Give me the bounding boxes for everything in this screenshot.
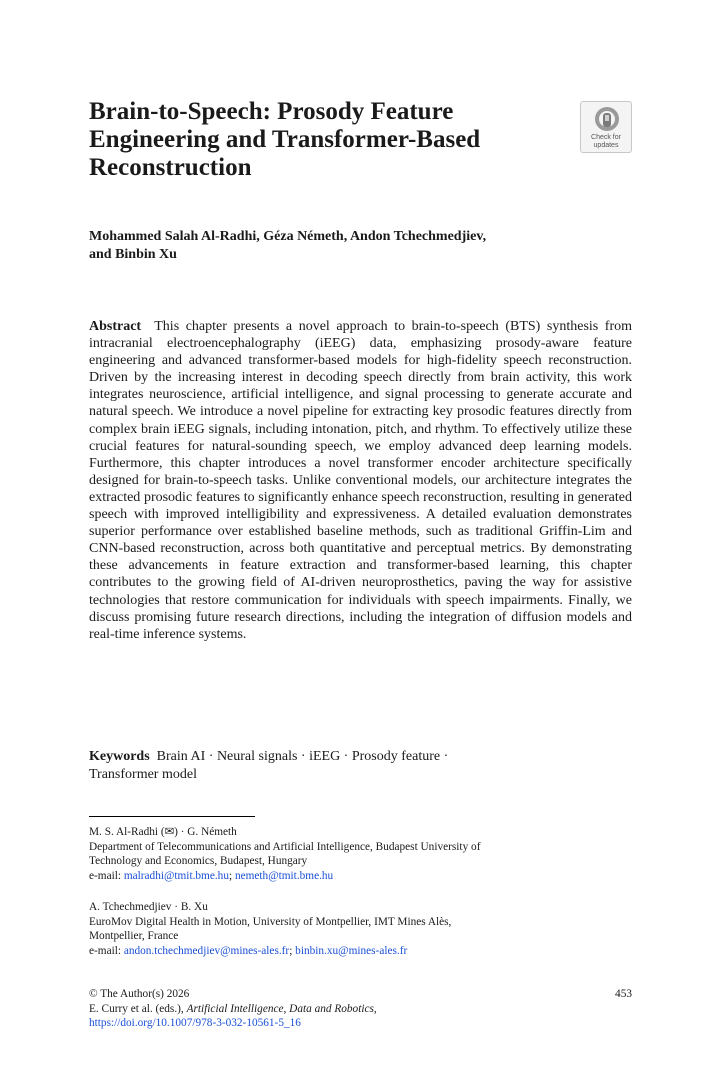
affiliation-block: [89, 825, 632, 883]
editors: E. Curry et al. (eds.),: [89, 1002, 184, 1015]
page-number: 453: [615, 988, 632, 1000]
author-line: and Binbin Xu: [89, 247, 177, 262]
author-list: [89, 228, 609, 264]
affiliation-names: A. Tchechmedjiev · B. Xu: [89, 901, 208, 913]
doi-link[interactable]: https://doi.org/10.1007/978-3-032-10561-5_16: [89, 1017, 301, 1030]
book-citation: [89, 1002, 632, 1017]
check-for-updates-badge[interactable]: [580, 101, 632, 153]
email-separator: ;: [289, 944, 293, 957]
abstract-heading: Abstract: [89, 319, 142, 334]
title-line: Engineering and Transformer-Based: [89, 126, 481, 153]
email-link[interactable]: binbin.xu@mines-ales.fr: [295, 944, 408, 957]
footnote-rule: [89, 816, 255, 817]
keywords-line: Transformer model: [89, 767, 197, 782]
title-line: Reconstruction: [89, 154, 252, 181]
keywords-heading: Keywords: [89, 749, 150, 764]
affiliation-names: M. S. Al-Radhi (✉) · G. Németh: [89, 826, 237, 838]
email-link[interactable]: nemeth@tmit.bme.hu: [234, 869, 334, 882]
affiliation-email-line: [89, 944, 632, 959]
crossmark-icon: [594, 106, 620, 132]
abstract-text: This chapter presents a novel approach to brain-to-speech (BTS) synthesis from intracranial electroencephalography (iEEG) data, emphasizing prosody-aware feature engineering and advanced transformer-based models for high-fidelity speech reconstruction. Driven by the increasing interest in decoding speech directly from brain activity, this work integrates neuroscience, artificial intelligence, and signal processing to generate accurate and natural speech. We introduce a novel pipeline for extracting key prosodic features directly from complex brain iEEG signals, including intonation, pitch, and rhythm. To effectively utilize these crucial features for natural-sounding speech, we employ advanced deep learning models. Furthermore, this chapter introduces a novel transformer encoder architecture specifically designed for brain-to-speech tasks. Unlike conventional models, our architecture integrates the extracted prosodic features to significantly enhance speech reconstruction, resulting in generated speech with improved intelligibility and expressiveness. A detailed evaluation demonstrates superior performance over established baseline methods, such as traditional Griffin-Lim and CNN-based reconstruction, across both quantitative and perceptual metrics. By demonstrating these advancements in feature extraction and transformer-based learning, this chapter contributes to the growing field of AI-driven neuroprosthetics, paving the way for assistive technologies that restore communication for individuals with speech impairments. Finally, we discuss promising future research directions, including the integration of diffusion models and real-time inference systems.: [89, 319, 633, 642]
copyright: © The Author(s) 2026: [89, 988, 190, 1000]
citation-punct: ,: [373, 1002, 377, 1015]
author-line: Mohammed Salah Al-Radhi, Géza Németh, Andon Tchechmedjiev,: [89, 229, 487, 244]
affiliation-org: EuroMov Digital Health in Motion, University of Montpellier, IMT Mines Alès,: [89, 915, 452, 928]
affiliation-org: Department of Telecommunications and Artificial Intelligence, Budapest University of: [89, 840, 481, 853]
email-label: e-mail:: [89, 869, 121, 882]
email-link[interactable]: malradhi@tmit.bme.hu: [123, 869, 229, 882]
keywords-line: Brain AI · Neural signals · iEEG · Prosody feature ·: [156, 749, 449, 764]
email-link[interactable]: andon.tchechmedjiev@mines-ales.fr: [123, 944, 290, 957]
email-label: e-mail:: [89, 944, 121, 957]
email-separator: ;: [228, 869, 233, 882]
badge-line2: updates: [593, 142, 619, 149]
chapter-footer: [89, 987, 632, 1031]
abstract: [89, 318, 632, 643]
book-title: Artificial Intelligence, Data and Robotics: [186, 1002, 374, 1015]
keywords: [89, 748, 632, 784]
title-line: Brain-to-Speech: Prosody Feature: [89, 98, 454, 125]
affiliation-email-line: [89, 869, 632, 884]
affiliation-org: Technology and Economics, Budapest, Hungary: [89, 855, 308, 868]
badge-line1: Check for: [591, 134, 621, 141]
affiliation-org: Montpellier, France: [89, 930, 179, 943]
affiliation-block: [89, 900, 632, 958]
chapter-title: [89, 98, 559, 182]
